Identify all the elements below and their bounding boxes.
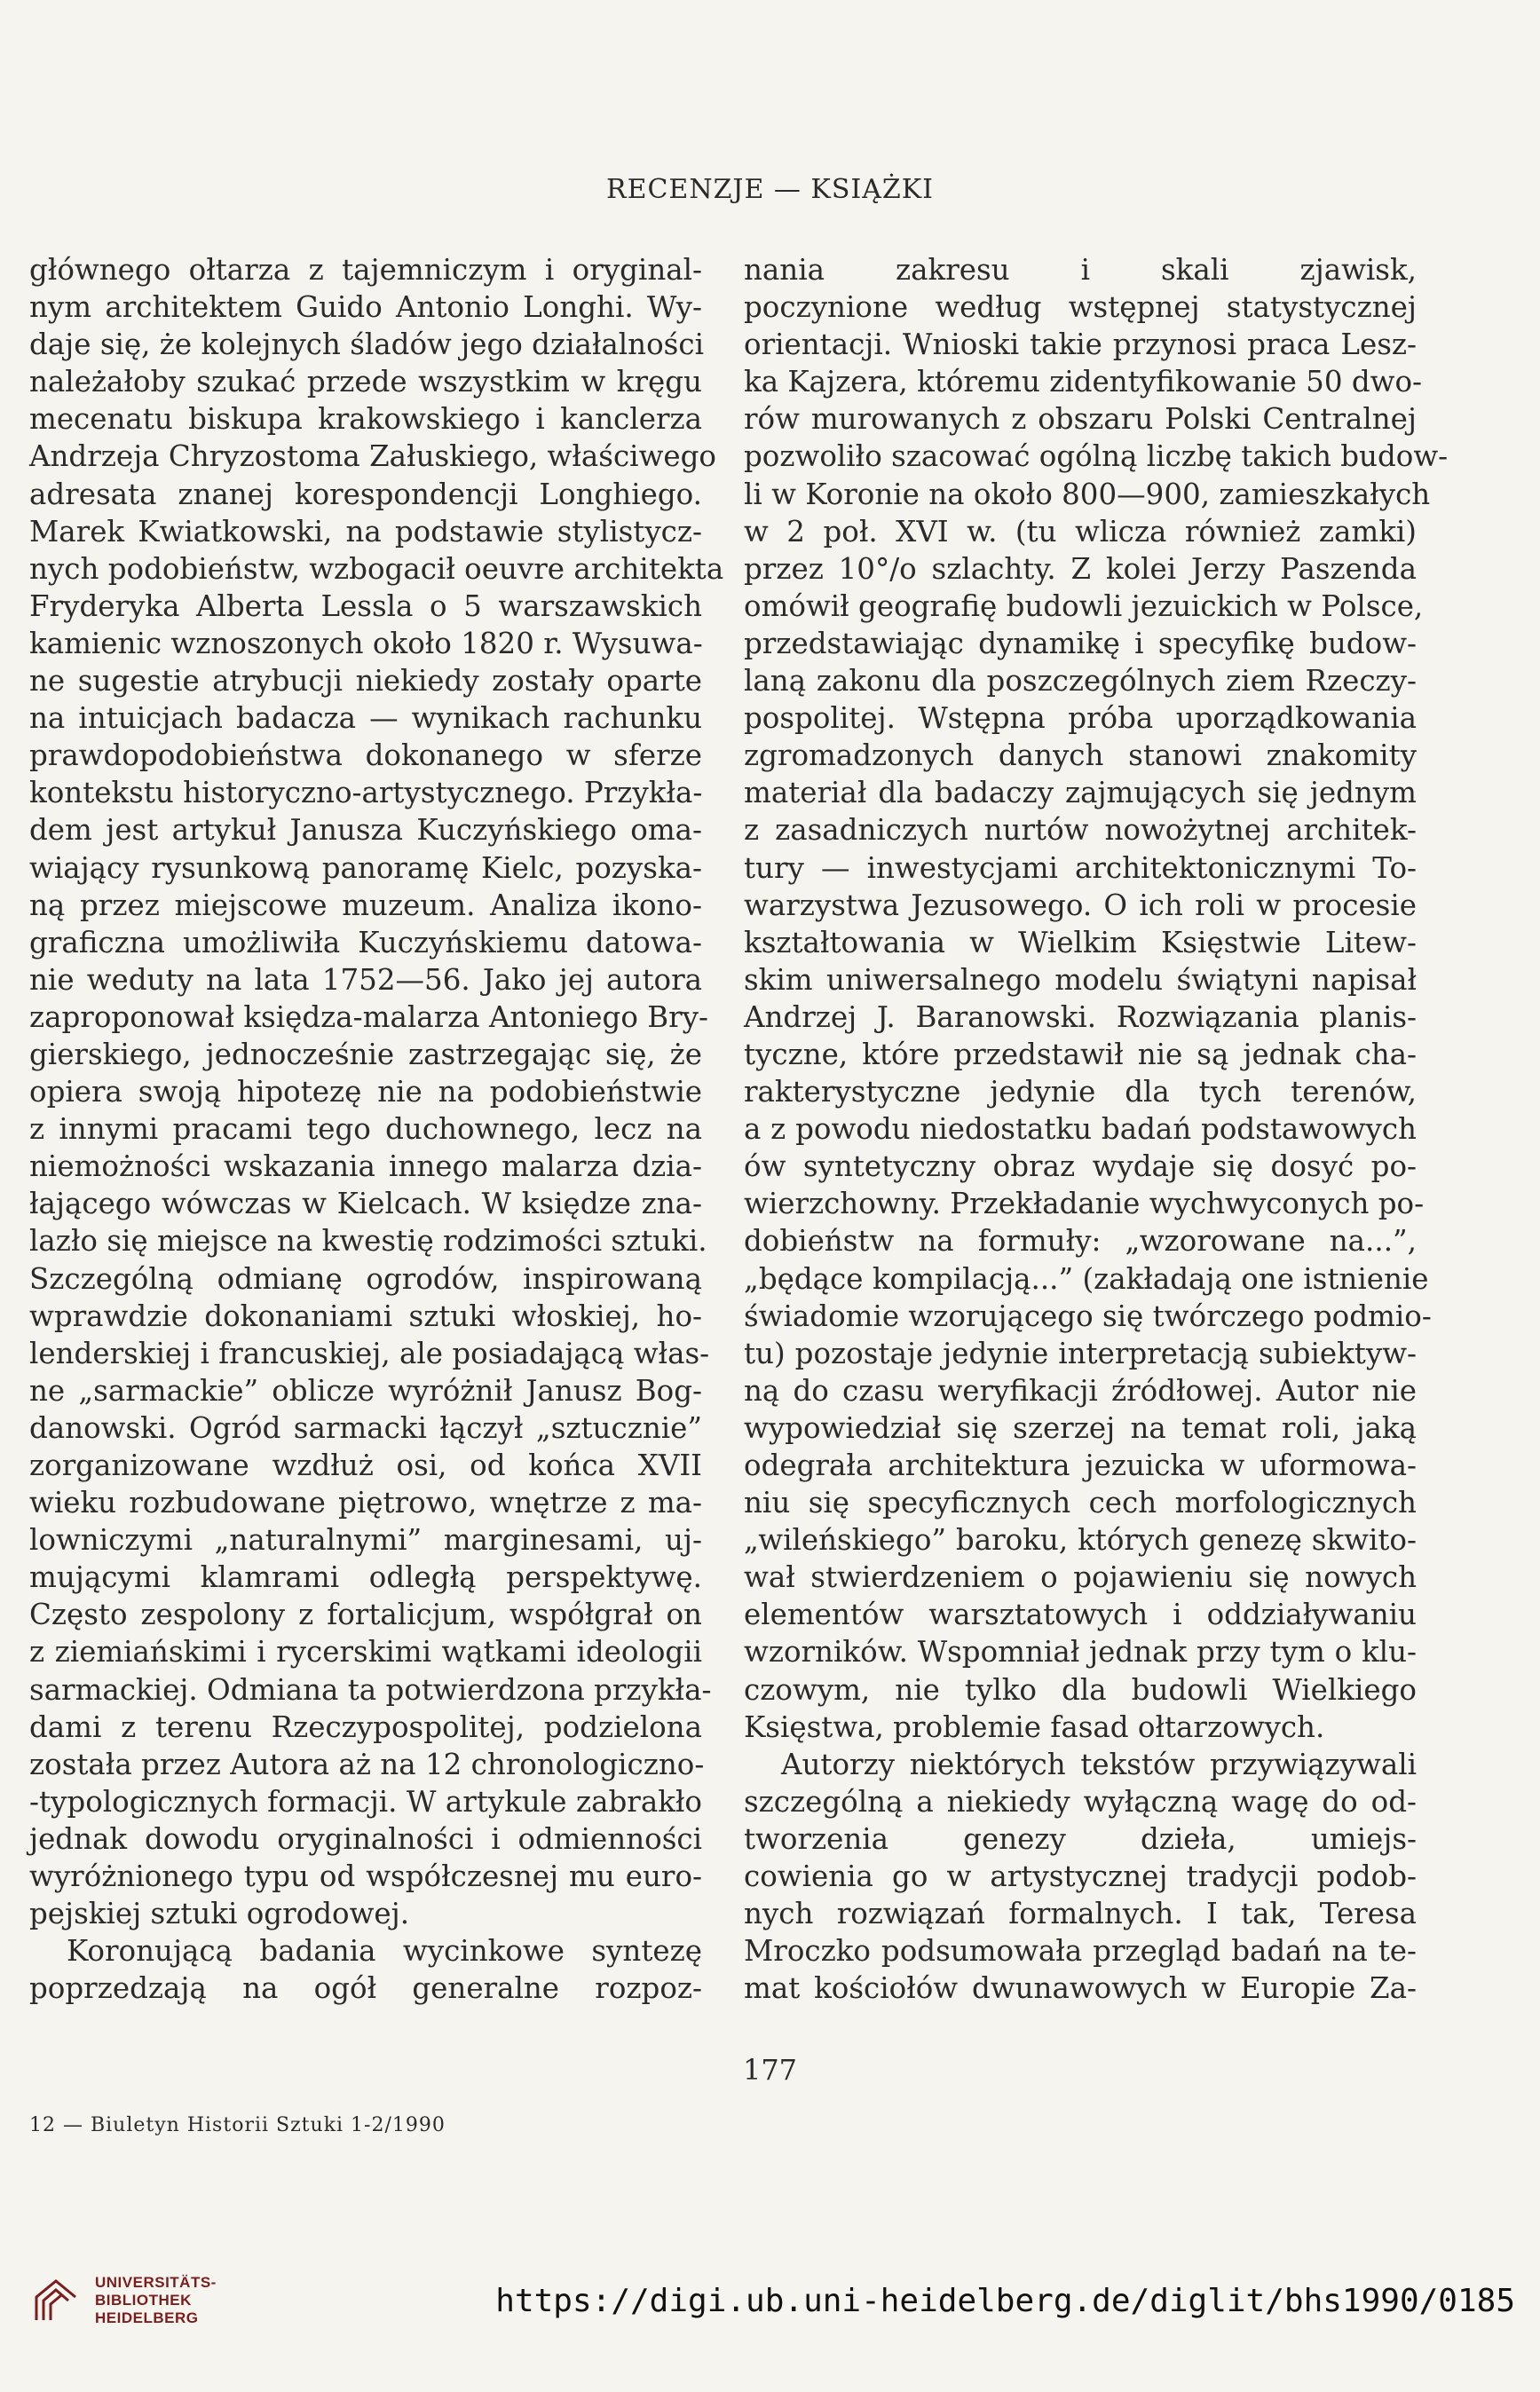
- running-header: RECENZJE — KSIĄŻKI: [605, 174, 935, 205]
- text-line: nych podobieństw, wzbogacił oeuvre architekta: [29, 551, 724, 586]
- text-line: wieku rozbudowane piętrowo, wnętrze z ma-: [29, 1486, 702, 1520]
- text-line: z zasadniczych nurtów nowożytnej architek-: [744, 813, 1417, 848]
- text-line: ną przez miejscowe muzeum. Analiza ikono-: [29, 888, 702, 922]
- text-line: łającego wówczas w Kielcach. W księdze zna-: [29, 1187, 702, 1221]
- text-line: tworzenia genezy dzieła, umiejs-: [744, 1821, 1417, 1856]
- text-line: kontekstu historyczno-artystycznego. Przykła-: [29, 776, 703, 810]
- library-logo: [29, 2274, 217, 2327]
- text-line: Andrzeja Chryzostoma Załuskiego, właściwego: [29, 439, 716, 474]
- text-line: zgromadzonych danych stanowi znakomity: [744, 738, 1417, 773]
- text-line: niu się specyficznych cech morfologicznych: [744, 1486, 1417, 1520]
- text-line: mującymi klamrami odległą perspektywę.: [29, 1560, 702, 1595]
- text-line: kamienic wznoszonych około 1820 r. Wysuwa-: [29, 626, 703, 660]
- text-line: „wileńskiego” baroku, których genezę skwito-: [744, 1523, 1417, 1558]
- text-line: daje się, że kolejnych śladów jego działalności: [29, 328, 704, 362]
- text-line: Szczególną odmianę ogrodów, inspirowaną: [29, 1261, 702, 1296]
- text-line: Często zespolony z fortalicjum, współgrał on: [29, 1598, 702, 1632]
- text-line: ne sugestie atrybucji niekiedy zostały oparte: [29, 664, 702, 699]
- text-line: wał stwierdzeniem o pojawieniu się nowych: [744, 1560, 1417, 1595]
- text-line: pospolitej. Wstępna próba uporządkowania: [744, 701, 1417, 736]
- text-line: Andrzej J. Baranowski. Rozwiązania planis-: [744, 999, 1417, 1034]
- text-line: li w Koronie na około 800—900, zamieszkałych: [744, 477, 1431, 511]
- text-line: Marek Kwiatkowski, na podstawie stylistycz-: [29, 514, 702, 549]
- left-text-column: [29, 251, 724, 2007]
- text-line: prawdopodobieństwa dokonanego w sferze: [29, 738, 702, 773]
- text-line: odegrała architektura jezuicka w uformowa-: [744, 1449, 1417, 1482]
- text-line: adresata znanej korespondencji Longhiego.: [29, 477, 702, 511]
- text-line: poprzedzają na ogół generalne rozpoz-: [29, 1971, 702, 2006]
- text-line: nania zakresu i skali zjawisk,: [744, 253, 1417, 287]
- text-line: -typologicznych formacji. W artykule zabrakło: [29, 1784, 702, 1819]
- text-line: lenderskiej i francuskiej, ale posiadającą włas-: [29, 1336, 710, 1370]
- text-line: Fryderyka Alberta Lessla o 5 warszawskich: [29, 588, 702, 623]
- text-line: zorganizowane wzdłuż osi, od końca XVII: [29, 1449, 702, 1482]
- text-line: skim uniwersalnego modelu świątyni napisał: [744, 962, 1417, 997]
- text-line: orientacji. Wnioski takie przynosi praca Lesz-: [744, 328, 1417, 362]
- text-line: laną zakonu dla poszczególnych ziem Rzeczy-: [744, 664, 1417, 699]
- text-line: przedstawiając dynamikę i specyfikę budow-: [744, 626, 1417, 660]
- text-line: wyróżnionego typu od współczesnej mu euro-: [29, 1859, 702, 1894]
- text-line: elementów warsztatowych i oddziaływaniu: [744, 1598, 1417, 1632]
- text-line: wypowiedział się szerzej na temat roli, jaką: [744, 1410, 1417, 1445]
- text-line: przez 10°/o szlachty. Z kolei Jerzy Paszenda: [744, 551, 1417, 586]
- right-text-column: [744, 251, 1449, 2007]
- text-line: danowski. Ogród sarmacki łączył „sztucznie”: [29, 1410, 702, 1445]
- text-line: czowym, nie tylko dla budowli Wielkiego: [744, 1672, 1417, 1707]
- text-line: opiera swoją hipotezę nie na podobieństwie: [29, 1075, 702, 1109]
- logo-line: UNIVERSITÄTS-: [95, 2274, 217, 2291]
- text-line: jednak dowodu oryginalności i odmienności: [29, 1821, 702, 1856]
- text-line: nych rozwiązań formalnych. I tak, Teresa: [744, 1897, 1417, 1931]
- text-line: Koronującą badania wycinkowe syntezę: [67, 1934, 702, 1969]
- text-line: z innymi pracami tego duchownego, lecz na: [29, 1112, 702, 1147]
- text-line: graficzna umożliwiła Kuczyńskiemu datowa-: [29, 925, 702, 959]
- text-line: lazło się miejsce na kwestię rodzimości sztuki.: [29, 1224, 707, 1259]
- text-line: materiał dla badaczy zajmujących się jednym: [744, 776, 1417, 810]
- text-line: głównego ołtarza z tajemniczym i oryginal-: [29, 253, 702, 287]
- text-line: „będące kompilacją...” (zakładają one istnienie: [744, 1261, 1429, 1296]
- text-line: cowienia go w artystycznej tradycji podob-: [744, 1859, 1417, 1894]
- page-number: 177: [742, 2053, 798, 2087]
- text-line: świadomie wzorującego się twórczego podmio-: [744, 1299, 1432, 1333]
- text-line: warzystwa Jezusowego. O ich roli w procesie: [744, 888, 1417, 922]
- text-line: ną do czasu weryfikacji źródłowej. Autor nie: [744, 1373, 1417, 1408]
- text-line: rakterystyczne jedynie dla tych terenów,: [744, 1075, 1417, 1109]
- text-line: mat kościołów dwunawowych w Europie Za-: [744, 1971, 1417, 2006]
- text-line: wzorników. Wspomniał jednak przy tym o klu-: [744, 1635, 1417, 1670]
- text-line: kształtowania w Wielkim Księstwie Litew-: [744, 925, 1417, 959]
- text-line: dami z terenu Rzeczypospolitej, podzielona: [29, 1709, 702, 1744]
- text-line: tu) pozostaje jedynie interpretacją subiektyw-: [744, 1336, 1417, 1370]
- text-line: rów murowanych z obszaru Polski Centralnej: [744, 402, 1417, 437]
- library-seal-icon: [29, 2274, 83, 2327]
- text-line: Księstwa, problemie fasad ołtarzowych.: [744, 1709, 1325, 1744]
- text-line: mecenatu biskupa krakowskiego i kanclerza: [29, 402, 702, 437]
- text-line: dobieństw na formuły: „wzorowane na...”,: [744, 1224, 1417, 1259]
- signature-footnote: 12 — Biuletyn Historii Sztuki 1-2/1990: [29, 2114, 446, 2136]
- text-line: Autorzy niektórych tekstów przywiązywali: [781, 1747, 1417, 1781]
- text-line: lowniczymi „naturalnymi” marginesami, uj-: [29, 1523, 702, 1558]
- text-line: pozwoliło szacować ogólną liczbę takich budow-: [744, 439, 1449, 474]
- text-line: gierskiego, jednocześnie zastrzegając się, że: [29, 1037, 702, 1071]
- text-line: wiający rysunkową panoramę Kielc, pozyska-: [29, 850, 702, 885]
- text-line: nym architektem Guido Antonio Longhi. Wy-: [29, 290, 702, 325]
- text-line: z ziemiańskimi i rycerskimi wątkami ideologii: [29, 1635, 702, 1670]
- text-line: ów syntetyczny obraz wydaje się dosyć po-: [744, 1149, 1417, 1184]
- text-line: a z powodu niedostatku badań podstawowych: [744, 1112, 1417, 1147]
- text-line: niemożności wskazania innego malarza dzia-: [29, 1149, 702, 1184]
- text-line: zaproponował księdza-malarza Antoniego Bry-: [29, 999, 709, 1034]
- logo-line: BIBLIOTHEK: [95, 2292, 192, 2309]
- text-line: na intuicjach badacza — wynikach rachunku: [29, 701, 702, 736]
- text-line: dem jest artykuł Janusza Kuczyńskiego oma-: [29, 813, 702, 848]
- text-line: nie weduty na lata 1752—56. Jako jej autora: [29, 962, 702, 997]
- text-line: należałoby szukać przede wszystkim w kręgu: [29, 365, 702, 399]
- text-line: wierzchowny. Przekładanie wychwyconych po-: [744, 1187, 1425, 1221]
- text-line: w 2 poł. XVI w. (tu wlicza również zamki): [744, 514, 1417, 549]
- text-line: omówił geografię budowli jezuickich w Polsce,: [744, 588, 1424, 623]
- source-url[interactable]: https://digi.ub.uni-heidelberg.de/diglit/bhs1990/0185: [495, 2283, 1515, 2319]
- text-line: ka Kajzera, któremu zidentyfikowanie 50 dwo-: [744, 365, 1423, 399]
- text-line: Mroczko podsumowała przegląd badań na te-: [744, 1934, 1417, 1969]
- text-line: tyczne, które przedstawił nie są jednak cha-: [744, 1037, 1417, 1071]
- text-line: ne „sarmackie” oblicze wyróżnił Janusz Bog-: [29, 1373, 702, 1408]
- text-line: sarmackiej. Odmiana ta potwierdzona przykła-: [29, 1672, 712, 1707]
- text-line: poczynione według wstępnej statystycznej: [744, 290, 1417, 325]
- logo-line: HEIDELBERG: [95, 2309, 199, 2326]
- text-line: szczególną a niekiedy wyłączną wagę do od-: [744, 1784, 1417, 1819]
- text-line: została przez Autora aż na 12 chronologiczno-: [29, 1747, 705, 1781]
- text-line: tury — inwestycjami architektonicznymi To-: [744, 850, 1417, 885]
- text-line: pejskiej sztuki ogrodowej.: [29, 1897, 410, 1931]
- text-line: wprawdzie dokonaniami sztuki włoskiej, ho-: [29, 1299, 702, 1333]
